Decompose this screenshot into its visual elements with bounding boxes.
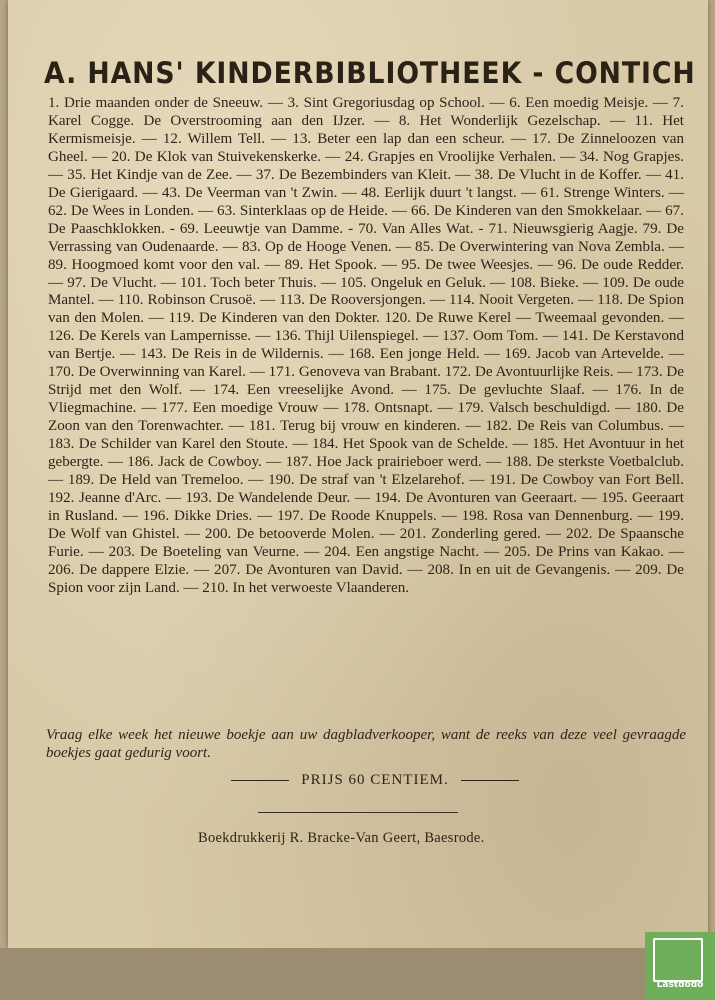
watermark-frame-icon (653, 938, 703, 982)
title-catalog: 1. Drie maanden onder de Sneeuw. — 3. Sint Gregoriusdag op School. — 6. Een moedig Meisje. — 7. Karel Cogge. De Overstrooming aan den IJzer. — 8. Het Wonderlijk Gezelschap. — 11. Het Kermismeisje. — 12. Willem Tell. — 13. Beter een lap dan een scheur. — 17. De Zinneloozen van Gheel. — 20. De Klok van Stuivekenskerke. — 24. Grapjes en Vroolijke Verhalen. — 34. Nog Grapjes. — 35. Het Kindje van de Zee. — 37. De Bezembinders van Kleit. — 38. De Vlucht in de Koffer. — 41. De Gierigaard. — 43. De Veerman van 't Zwin. — 48. Eerlijk duurt 't langst. — 61. Strenge Winters. — 62. De Wees in Londen. — 63. Sinterklaas op de Heide. — 66. De Kinderen van den Smokkelaar. — 67. De Paaschklokken. - 69. Leeuwtje van Damme. - 70. Van Alles Wat. - 71. Nieuwsgierig Aagje. 79. De Verrassing van Oudenaarde. — 83. Op de Hooge Venen. — 85. De Overwintering van Nova Zembla. — 89. Hoogmoed komt voor den val. — 89. Het Spook. — 95. De twee Weesjes. — 96. De oude Redder. — 97. De Vlucht. — 101. Toch beter Thuis. — 105. Ongeluk en Geluk. — 108. Bieke. — 109. De oude Mantel. — 110. Robinson Crusoë. — 113. De Rooversjongen. — 114. Nooit Vergeten. — 118. De Spion van den Molen. — 119. De Kinderen van den Dokter. 120. De Ruwe Kerel — Tweemaal gevonden. — 126. De Kerels van Lampernisse. — 136. Thijl Uilenspiegel. — 137. Oom Tom. — 141. De Kerstavond van Bertje. — 143. De Reis in de Wildernis. — 168. Een jonge Held. — 169. Jacob van Artevelde. — 170. De Overwinning van Karel. — 171. Genoveva van Brabant. 172. De Avontuurlijke Reis. — 173. De Strijd met den Wolf. — 174. Een vreeselijke Avond. — 175. De gevluchte Slaaf. — 176. In de Vliegmachine. — 177. Een moedige Vrouw — 178. Ontsnapt. — 179. Valsch beschuldigd. — 180. De Zoon van den Torenwachter. — 181. Terug bij vrouw en kinderen. — 182. De Reis van Columbus. — 183. De Schilder van Karel den Stoute. — 184. Het Spook van de Schelde. — 185. Het Avontuur in het gebergte. — 186. Jack de Cowboy. — 187. Hoe Jack prairieboer werd. — 188. De sterkste Voetbalclub. — 189. De Held van Tremeloo. — 190. De straf van 't Elzelarehof. — 191. De Cowboy van Fort Bell. 192. Jeanne d'Arc. — 193. De Wandelende Deur. — 194. De Avonturen van Geeraart. — 195. Geeraart in Rusland. — 196. Dikke Dries. — 197. De Roode Knuppels. — 198. Rosa van Dennenburg. — 199. De Wolf van Ghistel. — 200. De betooverde Molen. — 201. Zonderling gered. — 202. De Spaansche Furie. — 203. De Boeteling van Veurne. — 204. Een angstige Nacht. — 205. De Prins van Kakao. — 206. De dappere Elzie. — 207. De Avonturen van David. — 208. In en uit de Gevangenis. — 209. De Spion voor zijn Land. — 210. In het verwoeste Vlaanderen. (48, 95, 684, 596)
series-note: Vraag elke week het nieuwe boekje aan uw dagbladverkooper, want de reeks van deze veel gevraagde boekjes gaat gedurig voort. (46, 727, 686, 761)
printer-imprint: Boekdrukkerij R. Bracke-Van Geert, Baesrode. (198, 830, 485, 846)
price-label: PRIJS 60 CENTIEM. (301, 772, 449, 788)
series-title: A. HANS' KINDERBIBLIOTHEEK - CONTICH (44, 56, 696, 90)
divider-line (258, 812, 458, 813)
price-line (195, 772, 555, 789)
price-rule-left (231, 780, 289, 781)
page-bottom-edge (0, 948, 715, 1000)
watermark-text: Lastdodo (656, 980, 704, 990)
watermark-logo (645, 932, 715, 1000)
price-rule-right (461, 780, 519, 781)
